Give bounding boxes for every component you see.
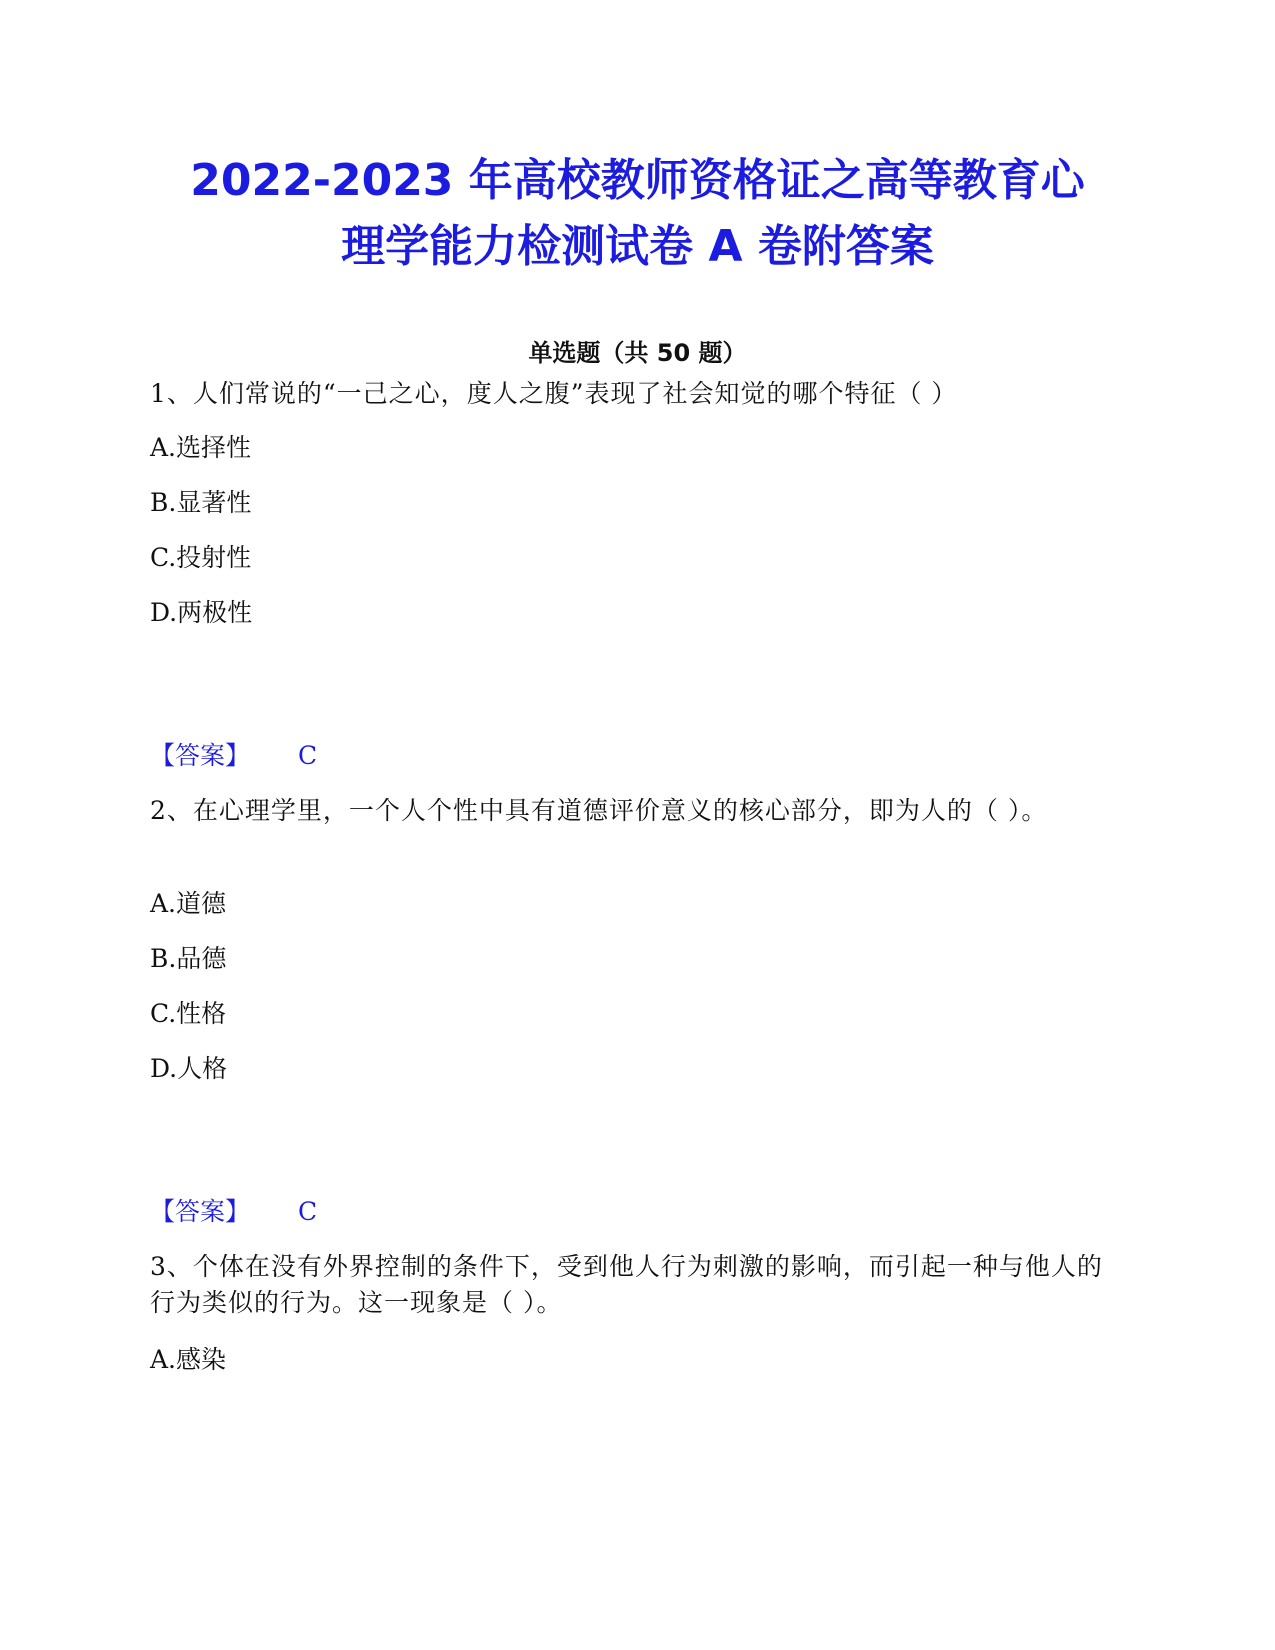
question-2-option-c: C.性格 bbox=[150, 999, 227, 1028]
question-1-answer-letter: C bbox=[298, 741, 318, 770]
question-1-option-c: C.投射性 bbox=[150, 543, 252, 572]
answer-label: 【答案】 bbox=[150, 741, 251, 770]
question-1-text: 1、人们常说的“一己之心，度人之腹”表现了社会知觉的哪个特征（ ） bbox=[150, 379, 958, 408]
section-heading: 单选题（共 50 题） bbox=[528, 339, 747, 367]
question-1-answer bbox=[150, 738, 317, 774]
question-2-option-b: B.品德 bbox=[150, 944, 227, 973]
document-title-line-1: 2022-2023 年高校教师资格证之高等教育心 bbox=[190, 155, 1085, 206]
answer-label: 【答案】 bbox=[150, 1197, 251, 1226]
question-2-option-a: A.道德 bbox=[150, 889, 227, 918]
question-1-option-b: B.显著性 bbox=[150, 488, 252, 517]
question-1-option-d: D.两极性 bbox=[150, 598, 253, 627]
question-3-option-a: A.感染 bbox=[150, 1345, 227, 1374]
document-title-line-2: 理学能力检测试卷 A 卷附答案 bbox=[341, 221, 934, 272]
question-1-option-a: A.选择性 bbox=[150, 433, 252, 462]
document-title bbox=[120, 148, 1155, 280]
question-2-answer-letter: C bbox=[298, 1197, 318, 1226]
question-2-text: 2、在心理学里，一个人个性中具有道德评价意义的核心部分，即为人的（ ）。 bbox=[150, 796, 1048, 825]
question-2-option-d: D.人格 bbox=[150, 1054, 228, 1083]
question-2-answer bbox=[150, 1194, 317, 1230]
question-3-text: 3、个体在没有外界控制的条件下，受到他人行为刺激的影响，而引起一种与他人的行为类似的行为。这一现象是（ ）。 bbox=[150, 1252, 1103, 1317]
